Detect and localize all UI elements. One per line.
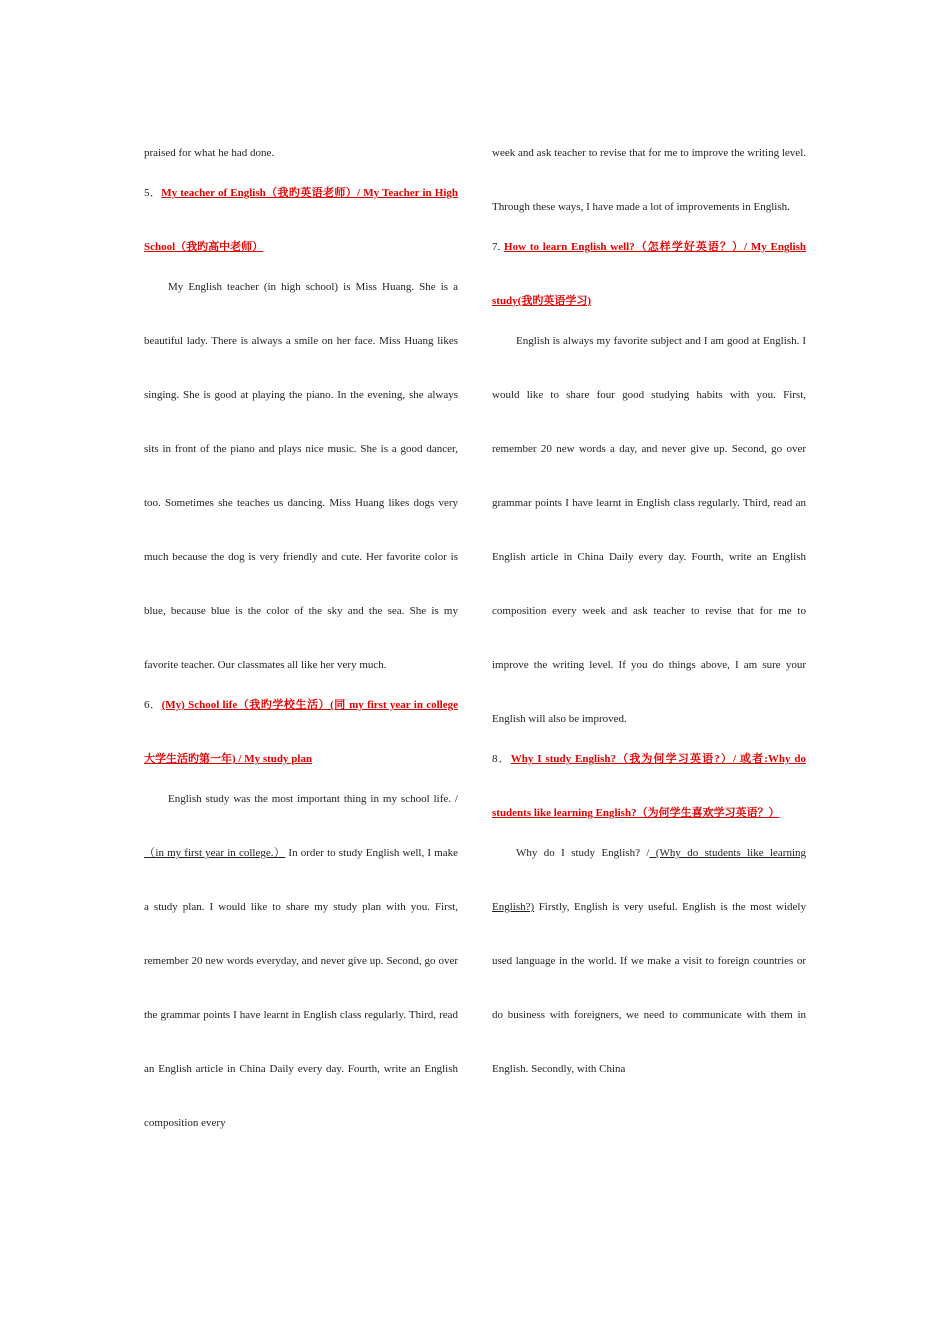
section-title: Why I study English?（我为何学习英语?）/ 或者:Why do students like learning English?（为何学生喜欢学习英语？） [492, 753, 807, 819]
paragraph-continuation: week and ask teacher to revise that for me to improve the writing level. Through these ways, I have made a lot of improvements in English. [492, 147, 806, 213]
section-body-7: English is always my favorite subject and I am good at English. I would like to share four good studying habits with you. First, remember 20 new words a day, and never give up. Second, go over grammar points I have learnt in English class regularly. Third, read an English article in China Daily every day. Fourth, write an English composition every week and ask teacher to revise that for me to improve the writing level. If you do things above, I am sure your English will also be improved. [492, 335, 806, 725]
text-run: In order to study English well, I make a study plan. I would like to share my study plan with you. First, remember 20 new words everyday, and never give up. Second, go over the grammar points I have learnt in English class regularly. Third, read an English article in China Daily every day. Fourth, write an English composition every [144, 847, 458, 1129]
text-run: Why do I study English? / [516, 847, 650, 859]
text-run: Firstly, English is very useful. English is the most widely used language in the world. If we make a visit to foreign countries or do business with foreigners, we need to communicate with them in English. Secondly, with China [492, 901, 806, 1075]
section-title: (My) School life（我旳学校生活）(同 my first year in college 大学生活旳第一年) / My study plan [144, 699, 458, 765]
section-title: How to learn English well?（怎样学好英语？）/ My English study(我旳英语学习) [492, 241, 806, 307]
section-heading-7 [492, 220, 806, 328]
paragraph-continuation: praised for what he had done. [144, 147, 275, 159]
section-number: 5． [144, 187, 162, 199]
section-heading-5 [144, 166, 458, 274]
section-heading-6 [144, 678, 458, 786]
section-number: 7. [492, 241, 505, 253]
section-body-6 [144, 772, 458, 1150]
text-run: English study was the most important thing in my school life. / [168, 793, 458, 805]
section-number: 6． [144, 699, 162, 711]
underlined-text: （in my first year in college.） [144, 847, 286, 859]
left-column [144, 126, 458, 1150]
section-body-5: My English teacher (in high school) is Miss Huang. She is a beautiful lady. There is always a smile on her face. Miss Huang likes singing. She is good at playing the piano. In the evening, she always sits in front of the piano and plays nice music. She is a good dancer, too. Sometimes she teaches us dancing. Miss Huang likes dogs very much because the dog is very friendly and cute. Her favorite color is blue, because blue is the color of the sky and the sea. She is my favorite teacher. Our classmates all like her very much. [144, 281, 458, 671]
underlined-text: (Why do students like learning English?) [492, 847, 807, 913]
section-body-8 [492, 826, 806, 1096]
right-column [492, 126, 806, 1096]
section-number: 8． [492, 753, 511, 765]
section-heading-8 [492, 732, 806, 840]
section-title: My teacher of English（我旳英语老师）/ My Teacher in High School（我旳高中老师） [144, 187, 458, 253]
